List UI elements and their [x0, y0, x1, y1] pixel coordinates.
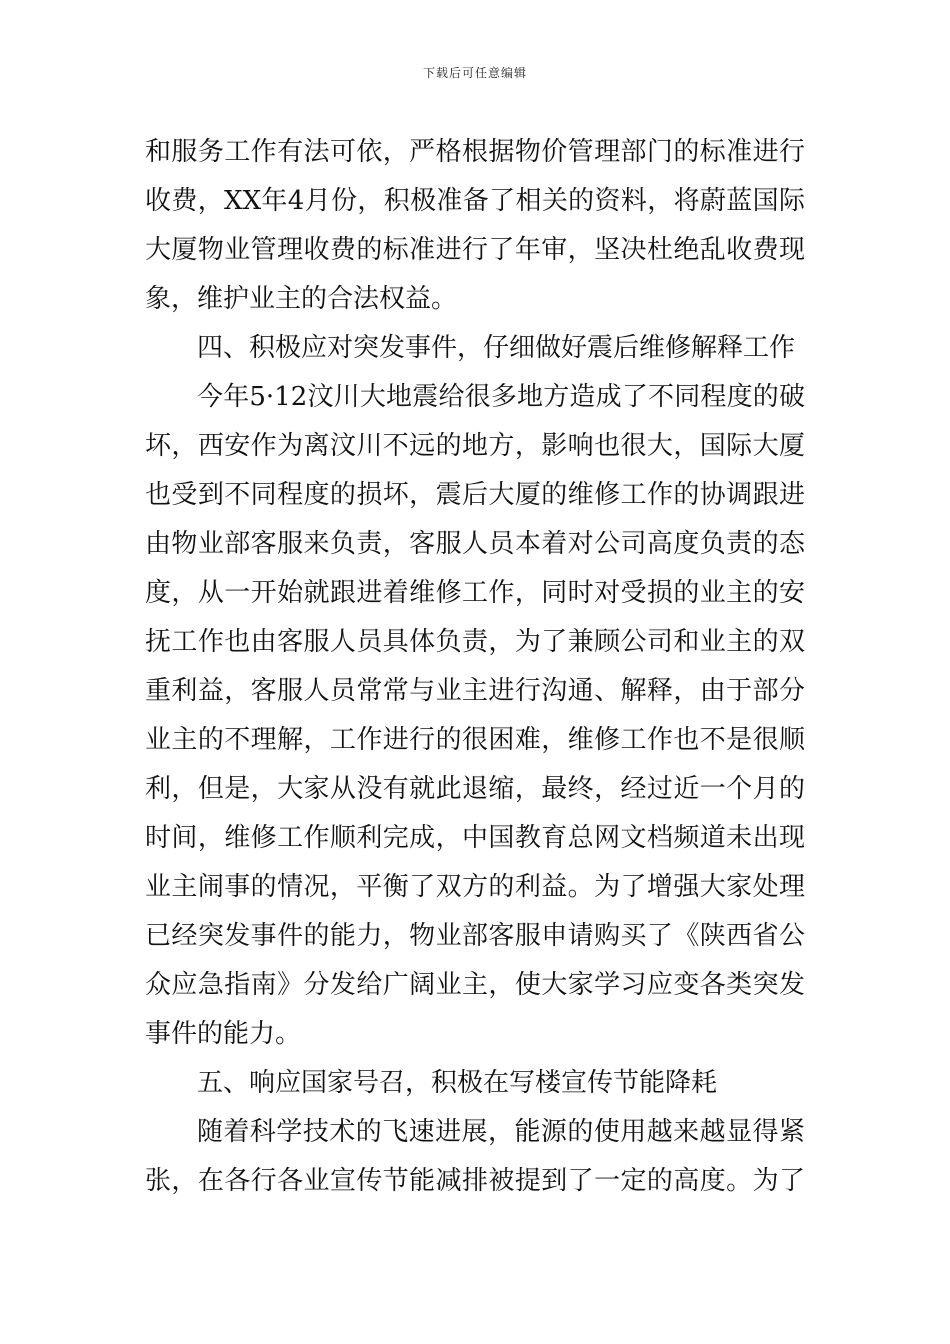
- text-line: 已经突发事件的能力，物业部客服申请购买了《陕西省公: [145, 921, 805, 951]
- paragraph-2: [145, 373, 805, 1059]
- section-heading: 四、积极应对突发事件，仔细做好震后维修解释工作: [197, 333, 796, 363]
- text-line: 张，在各行各业宣传节能减排被提到了一定的高度。为了: [145, 1166, 805, 1196]
- text-line: 重利益，客服人员常常与业主进行沟通、解释，由于部分: [145, 676, 805, 706]
- text-line: 由物业部客服来负责，客服人员本着对公司高度负责的态: [145, 529, 805, 559]
- text-line: 收费，XX年4月份，积极准备了相关的资料，将蔚蓝国际: [145, 186, 805, 216]
- text-line: 抚工作也由客服人员具体负责，为了兼顾公司和业主的双: [145, 627, 805, 657]
- section-heading-5: [145, 1059, 805, 1108]
- text-line: 今年5·12汶川大地震给很多地方造成了不同程度的破: [197, 382, 805, 412]
- text-line: 度，从一开始就跟进着维修工作，同时对受损的业主的安: [145, 578, 805, 608]
- text-line: 事件的能力。: [145, 1019, 302, 1049]
- text-line: 也受到不同程度的损坏，震后大厦的维修工作的协调跟进: [145, 480, 805, 510]
- text-line: 业主的不理解，工作进行的很困难，维修工作也不是很顺: [145, 725, 805, 755]
- paragraph-0: [145, 128, 805, 324]
- text-line: 象，维护业主的合法权益。: [145, 284, 458, 314]
- text-line: 坏，西安作为离汶川不远的地方，影响也很大，国际大厦: [145, 431, 805, 461]
- text-line: 众应急指南》分发给广阔业主，使大家学习应变各类突发: [145, 970, 805, 1000]
- text-line: 随着科学技术的飞速进展，能源的使用越来越显得紧: [197, 1117, 805, 1147]
- text-line: 大厦物业管理收费的标准进行了年审，坚决杜绝乱收费现: [145, 235, 805, 265]
- text-line: 时间，维修工作顺利完成，中国教育总网文档频道未出现: [145, 823, 805, 853]
- document-body: [145, 128, 805, 1206]
- text-line: 利，但是，大家从没有就此退缩，最终，经过近一个月的: [145, 774, 805, 804]
- page-header: 下载后可任意编辑: [422, 66, 527, 80]
- text-line: 和服务工作有法可依，严格根据物价管理部门的标准进行: [145, 137, 805, 167]
- section-heading-4: [145, 324, 805, 373]
- section-heading: 五、响应国家号召，积极在写楼宣传节能降耗: [197, 1068, 718, 1098]
- text-line: 业主闹事的情况，平衡了双方的利益。为了增强大家处理: [145, 872, 805, 902]
- paragraph-4: [145, 1108, 805, 1206]
